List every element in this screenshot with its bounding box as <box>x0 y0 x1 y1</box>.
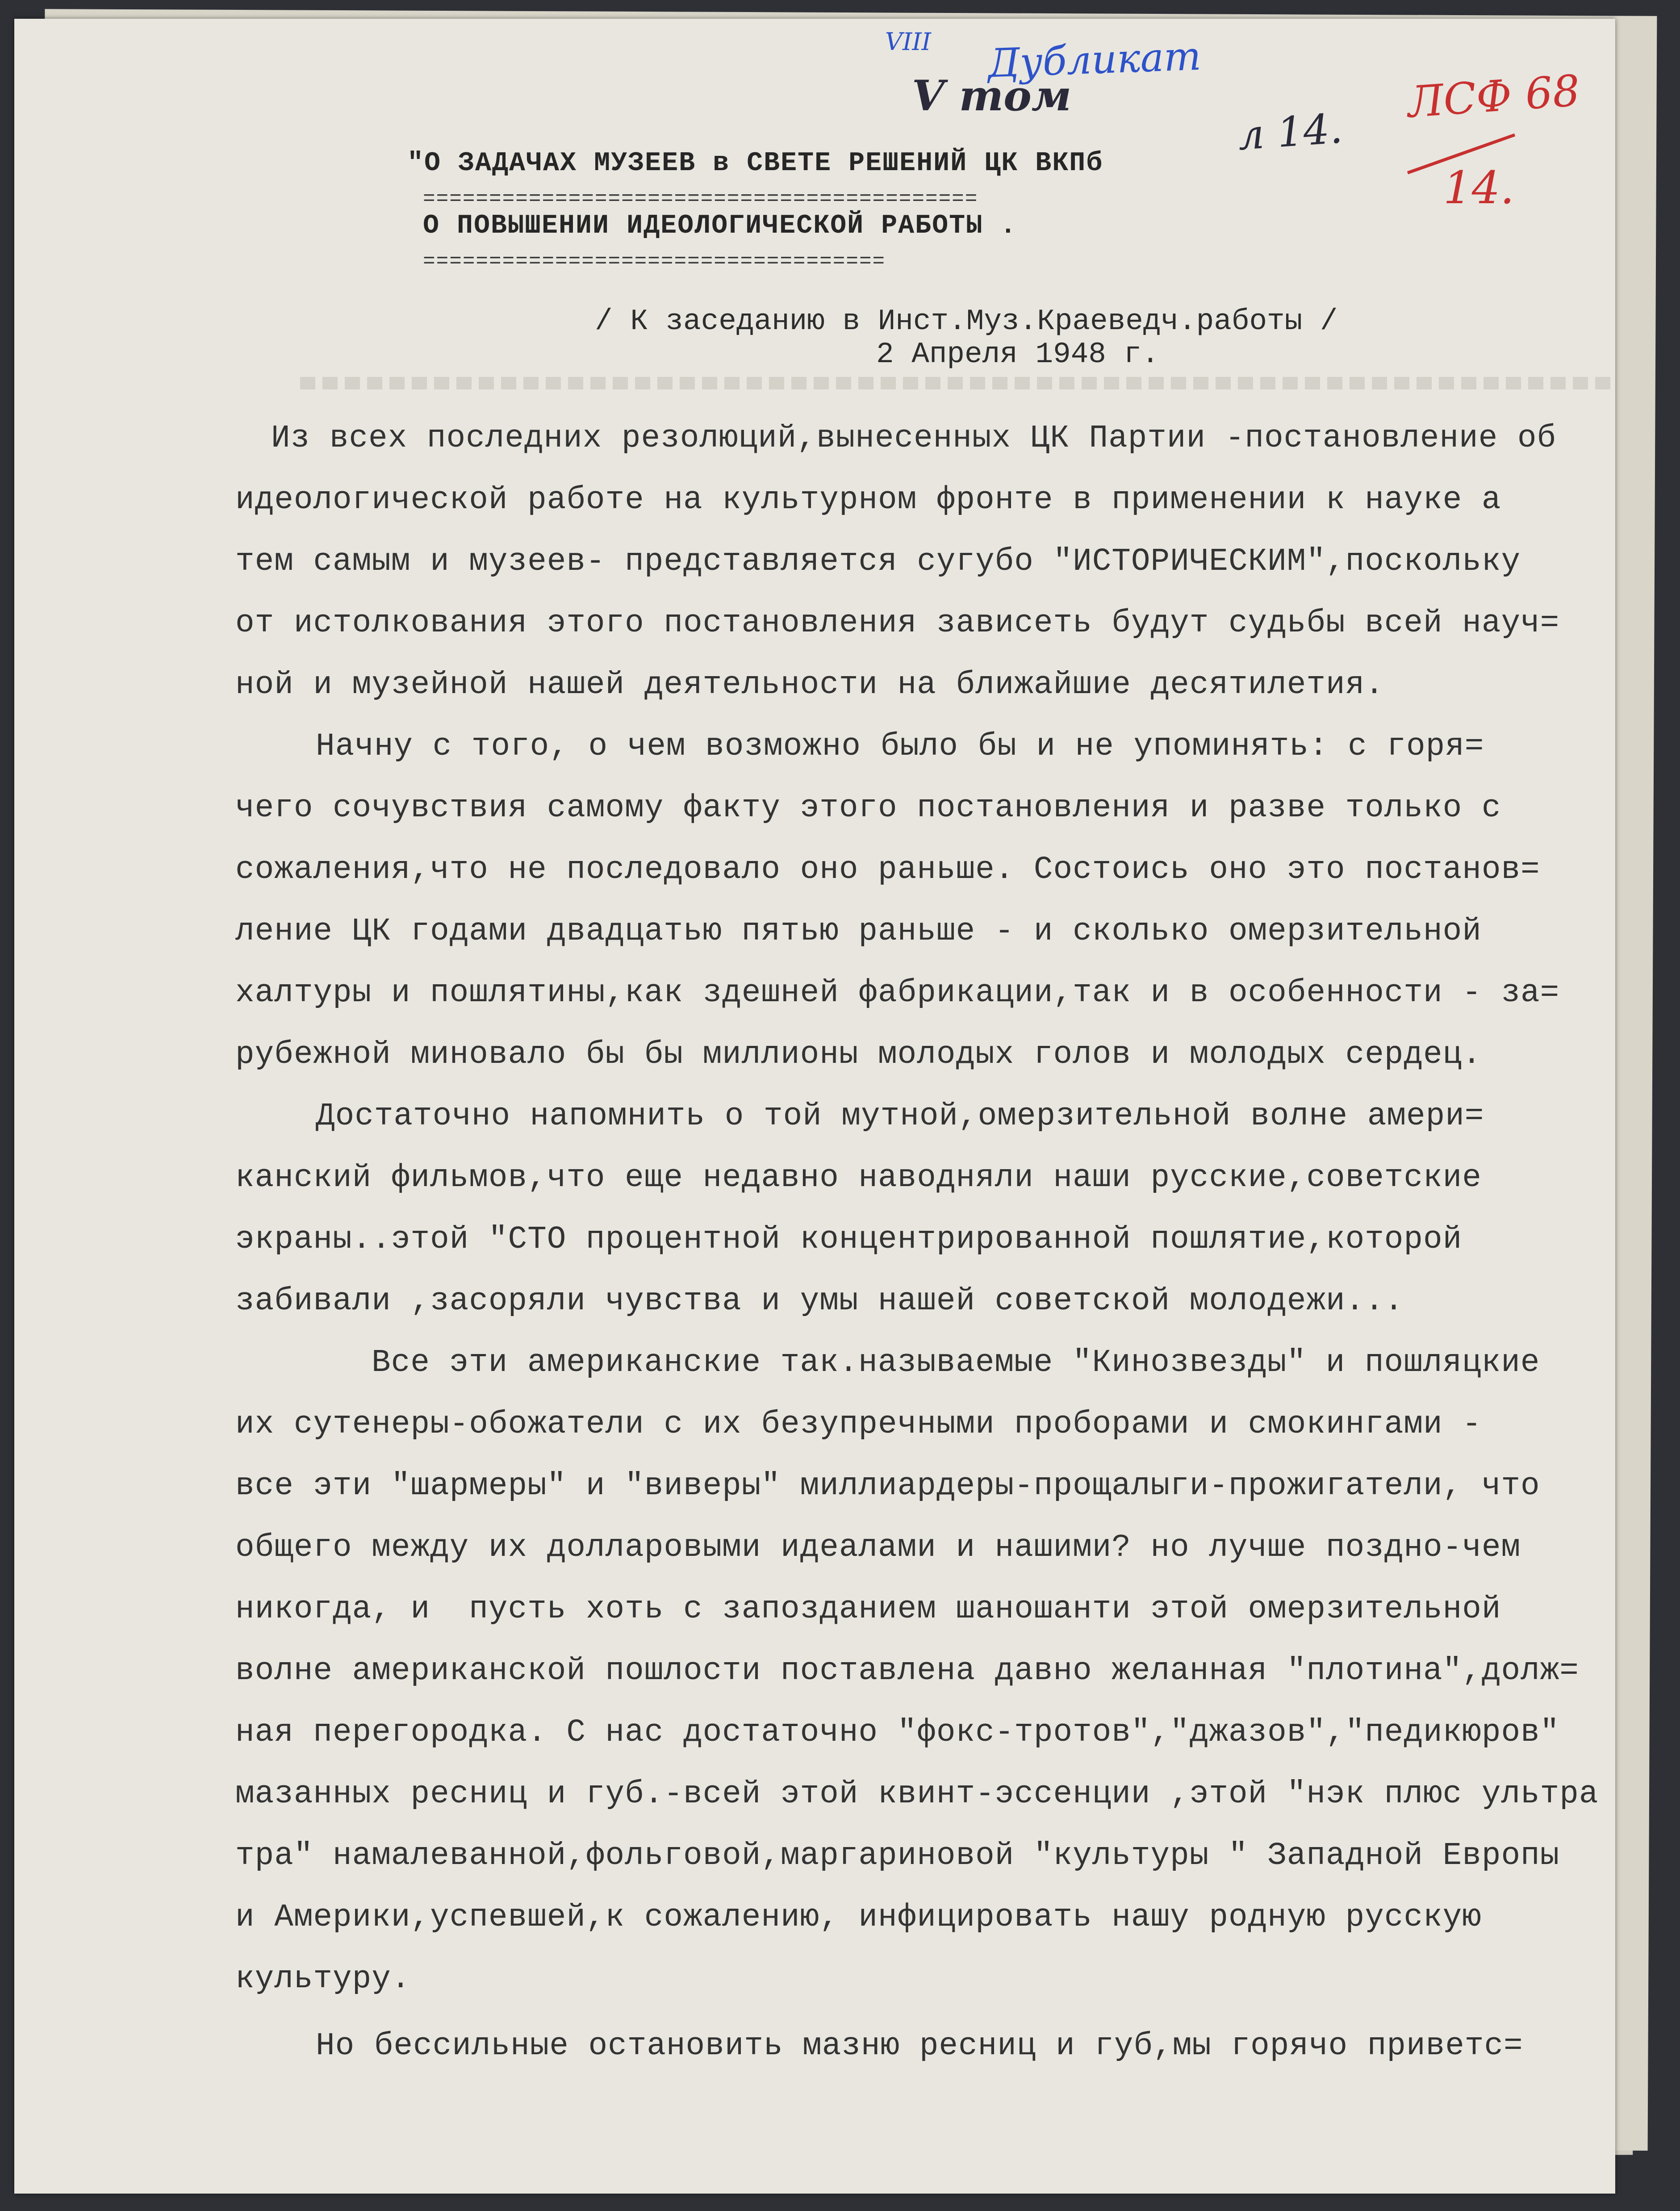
title-underline1: ========================================== <box>423 188 978 211</box>
body-line: Но бессильные остановить мазню ресниц и губ,мы горячо приветс= <box>316 2028 1523 2064</box>
body-line: ление ЦК годами двадцатью пятью раньше - и сколько омерзительной <box>235 914 1482 949</box>
body-line: идеологической работе на культурном фронте в применении к науке а <box>235 482 1501 518</box>
body-line: экраны..этой "СТО процентной концентрированной пошлятие,которой <box>235 1222 1463 1258</box>
typewritten-page <box>14 19 1615 2194</box>
duplicate-annotation: Дубликат <box>987 33 1202 87</box>
title-underline2: =================================== <box>423 250 886 273</box>
dedication-line1: / К заседанию в Инст.Муз.Краеведч.работы / <box>595 305 1338 338</box>
body-line: культуру. <box>235 1961 411 1997</box>
body-line: сожаления,что не последовало оно раньше. Состоись оно это постанов= <box>235 852 1540 888</box>
body-line: ной и музейной нашей деятельности на ближайшие десятилетия. <box>235 667 1384 703</box>
body-line: Достаточно напомнить о той мутной,омерзительной волне амери= <box>316 1099 1484 1134</box>
body-line: волне американской пошлости поставлена давно желанная "плотина",долж= <box>235 1653 1579 1689</box>
body-line: мазанных ресниц и губ.-всей этой квинт-эссенции ,этой "нэк плюс ультра <box>235 1776 1599 1812</box>
document-title-line2: О ПОВЫШЕНИИ ИДЕОЛОГИЧЕСКОЙ РАБОТЫ . <box>423 211 1017 241</box>
archive-sheet-number: 14. <box>1443 162 1515 214</box>
body-line: все эти "шармеры" и "виверы" миллиардеры-прощалыги-прожигатели, что <box>235 1468 1540 1504</box>
body-line: канский фильмов,что еще недавно наводняли наши русские,советские <box>235 1160 1482 1196</box>
body-line: общего между их долларовыми идеалами и нашими? но лучше поздно-чем <box>235 1530 1521 1566</box>
body-line: чего сочувствия самому факту этого постановления и разве только с <box>235 790 1501 826</box>
document-title-line1: "О ЗАДАЧАХ МУЗЕЕВ в СВЕТЕ РЕШЕНИЙ ЦК ВКПб <box>407 148 1103 179</box>
body-line: Начну с того, о чем возможно было бы и не упоминять: с горя= <box>316 729 1484 765</box>
blue-stamp-small: VIII <box>885 28 931 56</box>
dedication-date: 2 Апреля 1948 г. <box>876 338 1159 371</box>
archive-reference: ЛСФ 68 <box>1406 65 1582 128</box>
volume-annotation: V том <box>912 71 1072 121</box>
body-line: тем самым и музеев- представляется сугубо "ИСТОРИЧЕСКИМ",поскольку <box>235 544 1521 580</box>
body-line: забивали ,засоряли чувства и умы нашей советской молодежи... <box>235 1283 1404 1319</box>
body-line: халтуры и пошлятины,как здешней фабрикации,так и в особенности - за= <box>235 975 1560 1011</box>
body-line: их сутенеры-обожатели с их безупречными проборами и смокингами - <box>235 1407 1482 1442</box>
body-line: от истолкования этого постановления зависеть будут судьбы всей науч= <box>235 606 1560 641</box>
body-line: никогда, и пусть хоть с запозданием шаношанти этой омерзительной <box>235 1592 1501 1627</box>
body-line: и Америки,успевшей,к сожалению, инфицировать нашу родную русскую <box>235 1900 1482 1935</box>
bleed-through-text <box>300 377 1613 389</box>
body-line: ная перегородка. С нас достаточно "фокс-тротов","джазов","педикюров" <box>235 1715 1560 1751</box>
body-line: тра" намалеванной,фольговой,маргариновой "культуры " Западной Европы <box>235 1838 1560 1874</box>
body-line: Все эти американские так.называемые "Кинозвезды" и пошляцкие <box>372 1345 1540 1381</box>
body-line: рубежной миновало бы бы миллионы молодых голов и молодых сердец. <box>235 1037 1482 1073</box>
sheet-number-annotation: л 14. <box>1236 104 1344 160</box>
body-line: Из всех последних резолюций,вынесенных ЦК Партии -постановление об <box>271 421 1557 456</box>
